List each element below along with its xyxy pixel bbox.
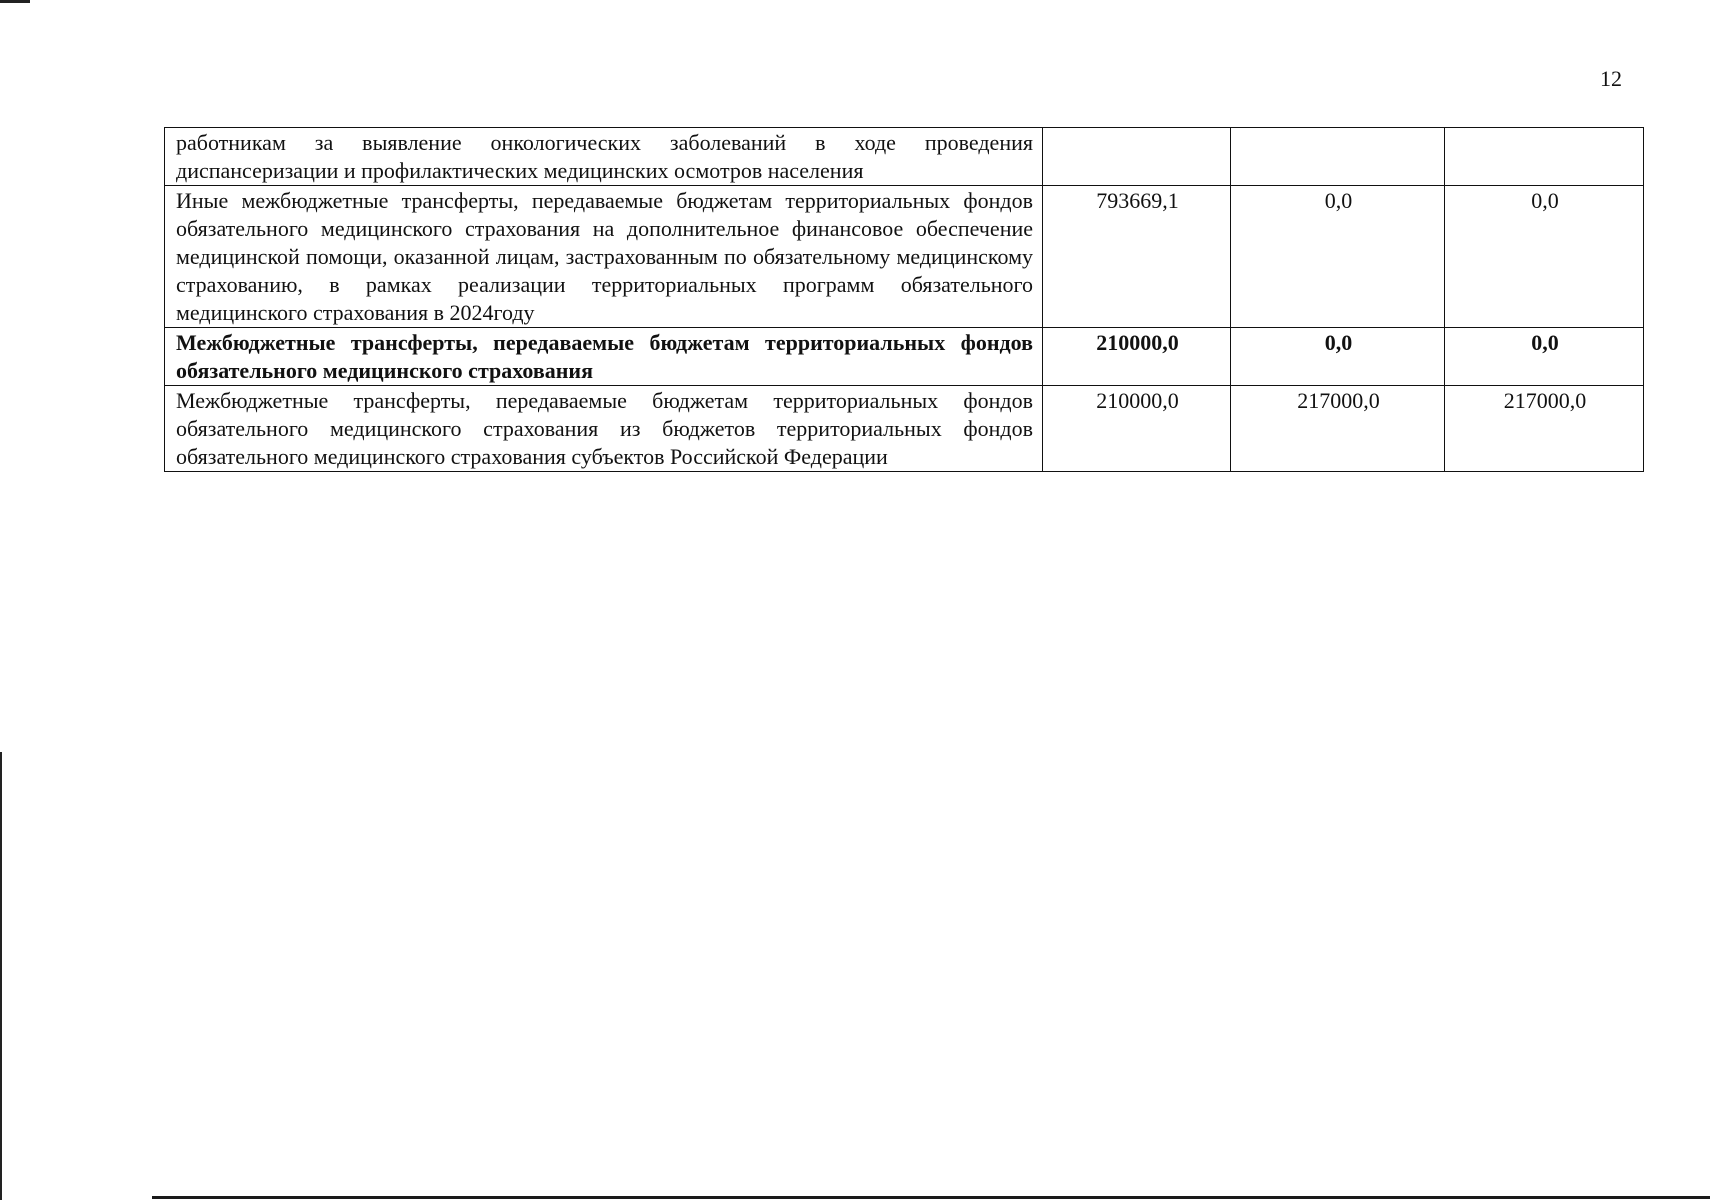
row-value-3 <box>1445 128 1644 186</box>
row-value-1 <box>1043 128 1231 186</box>
row-value-2: 217000,0 <box>1231 386 1445 472</box>
row-description: Межбюджетные трансферты, передаваемые бюджетам территориальных фондов обязательного медицинского страхования <box>165 328 1043 386</box>
row-value-3: 0,0 <box>1445 328 1644 386</box>
table-row <box>165 186 1644 328</box>
scan-bottom-rule <box>152 1196 1710 1199</box>
table-row-total <box>165 328 1644 386</box>
row-value-3: 0,0 <box>1445 186 1644 328</box>
row-description: Межбюджетные трансферты, передаваемые бюджетам территориальных фондов обязательного медицинского страхования из бюджетов территориальных фондов обязательного медицинского страхования субъектов Российской Федерации <box>165 386 1043 472</box>
row-value-1: 210000,0 <box>1043 386 1231 472</box>
row-description: работникам за выявление онкологических заболеваний в ходе проведения диспансеризации и профилактических медицинских осмотров населения <box>165 128 1043 186</box>
scan-left-edge <box>0 752 2 1200</box>
scan-corner-mark <box>0 0 30 3</box>
row-description: Иные межбюджетные трансферты, передаваемые бюджетам территориальных фондов обязательного медицинского страхования на дополнительное финансовое обеспечение медицинской помощи, оказанной лицам, застрахованным по обязательному медицинскому страхованию, в рамках реализации территориальных программ обязательного медицинского страхования в 2024году <box>165 186 1043 328</box>
budget-table <box>164 127 1644 472</box>
row-value-2: 0,0 <box>1231 328 1445 386</box>
row-value-1: 793669,1 <box>1043 186 1231 328</box>
table-row <box>165 128 1644 186</box>
table-row <box>165 386 1644 472</box>
row-value-3: 217000,0 <box>1445 386 1644 472</box>
row-value-2 <box>1231 128 1445 186</box>
page-number: 12 <box>1600 66 1622 91</box>
row-value-1: 210000,0 <box>1043 328 1231 386</box>
row-value-2: 0,0 <box>1231 186 1445 328</box>
